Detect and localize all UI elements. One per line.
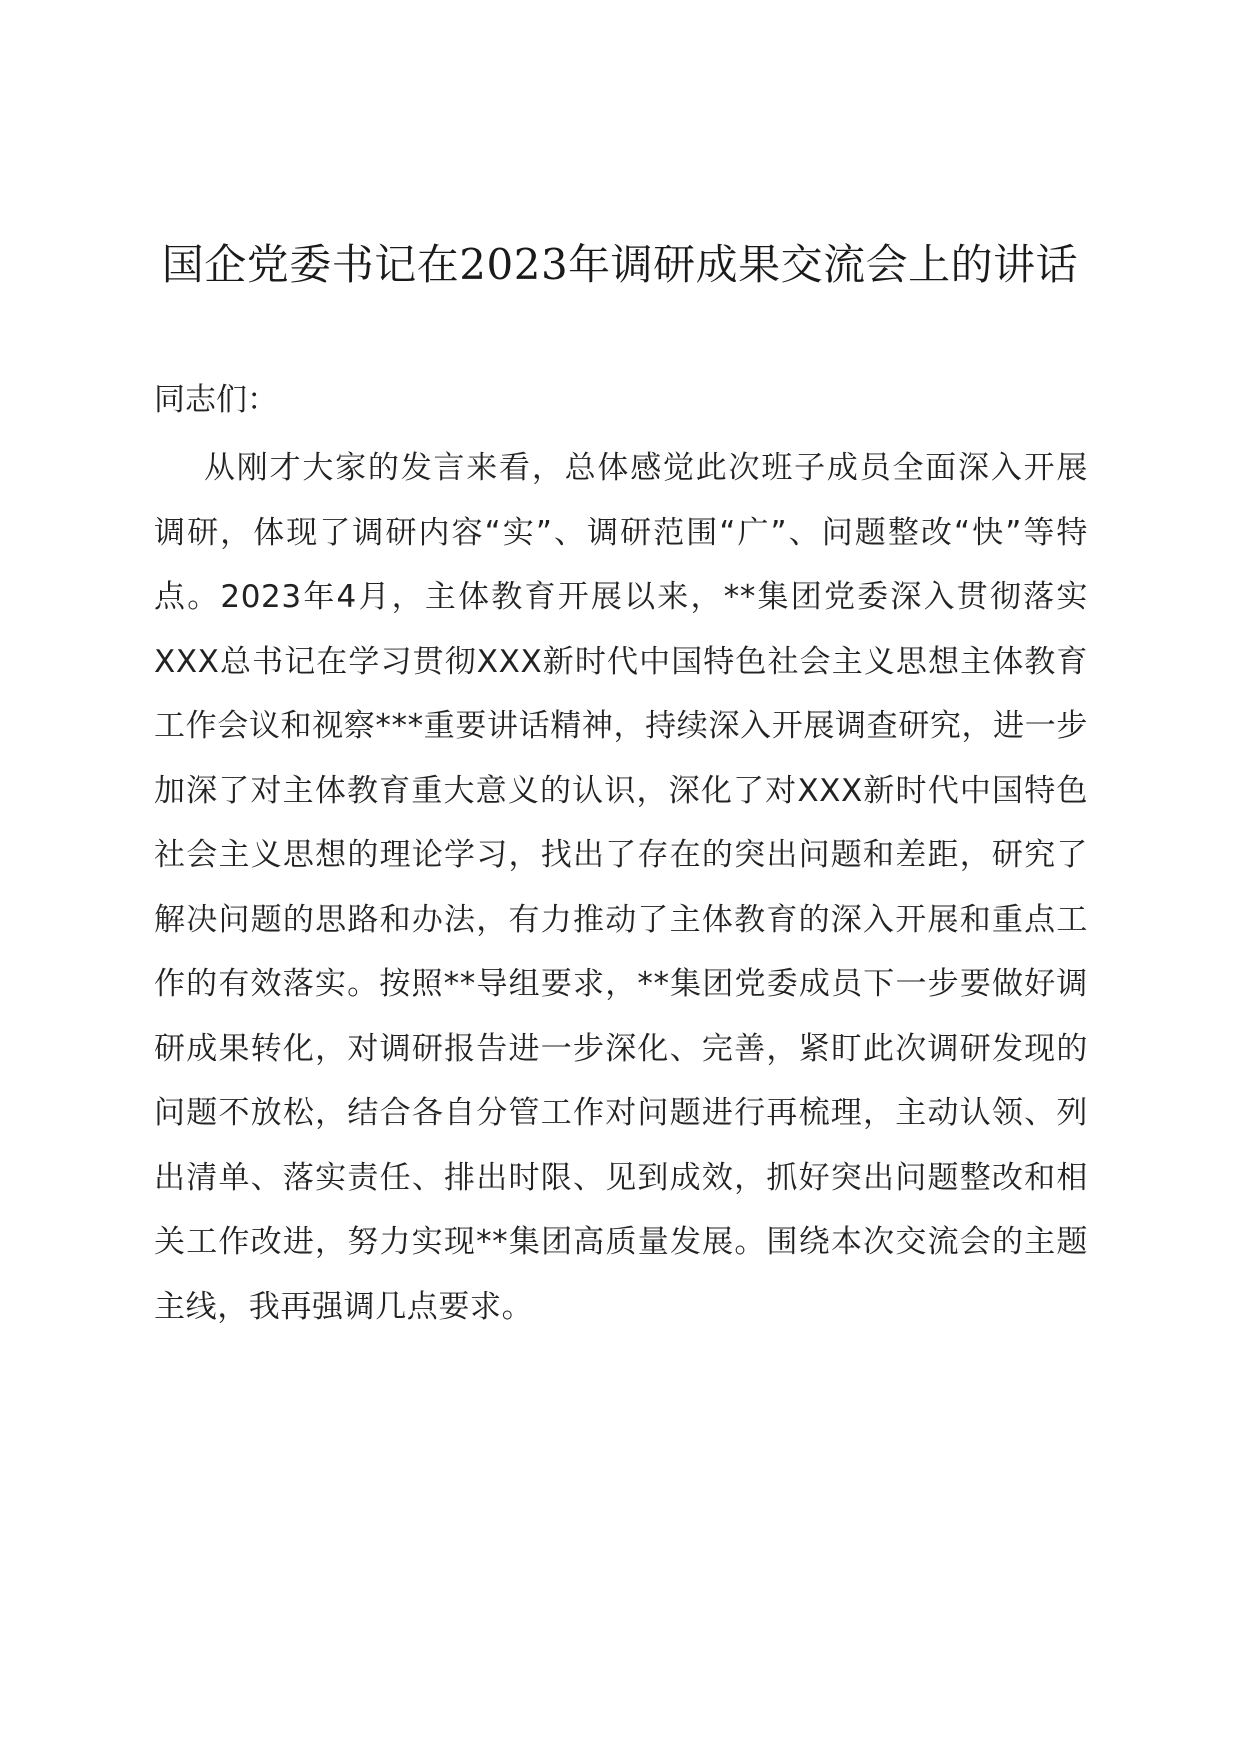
salutation: 同志们： [154,382,278,418]
body-paragraph: 从刚才大家的发言来看，总体感觉此次班子成员全面深入开展调研，体现了调研内容“实”、调研范围“广”、问题整改“快”等特点。2023年4月，主体教育开展以来，**集团党委深入贯彻落实XXX总书记在学习贯彻XXX新时代中国特色社会主义思想主体教育工作会议和视察***重要讲话精神，持续深入开展调查研究，进一步加深了对主体教育重大意义的认识，深化了对XXX新时代中国特色社会主义思想的理论学习，找出了存在的突出问题和差距，研究了解决问题的思路和办法，有力推动了主体教育的深入开展和重点工作的有效落实。按照**导组要求，**集团党委成员下一步要做好调研成果转化，对调研报告进一步深化、完善，紧盯此次调研发现的问题不放松，结合各自分管工作对问题进行再梳理，主动认领、列出清单、落实责任、排出时限、见到成效，抓好突出问题整改和相关工作改进，努力实现**集团高质量发展。围绕本次交流会的主题主线，我再强调几点要求。 [154,450,1088,1325]
document-title: 国企党委书记在2023年调研成果交流会上的讲话 [161,240,1079,289]
